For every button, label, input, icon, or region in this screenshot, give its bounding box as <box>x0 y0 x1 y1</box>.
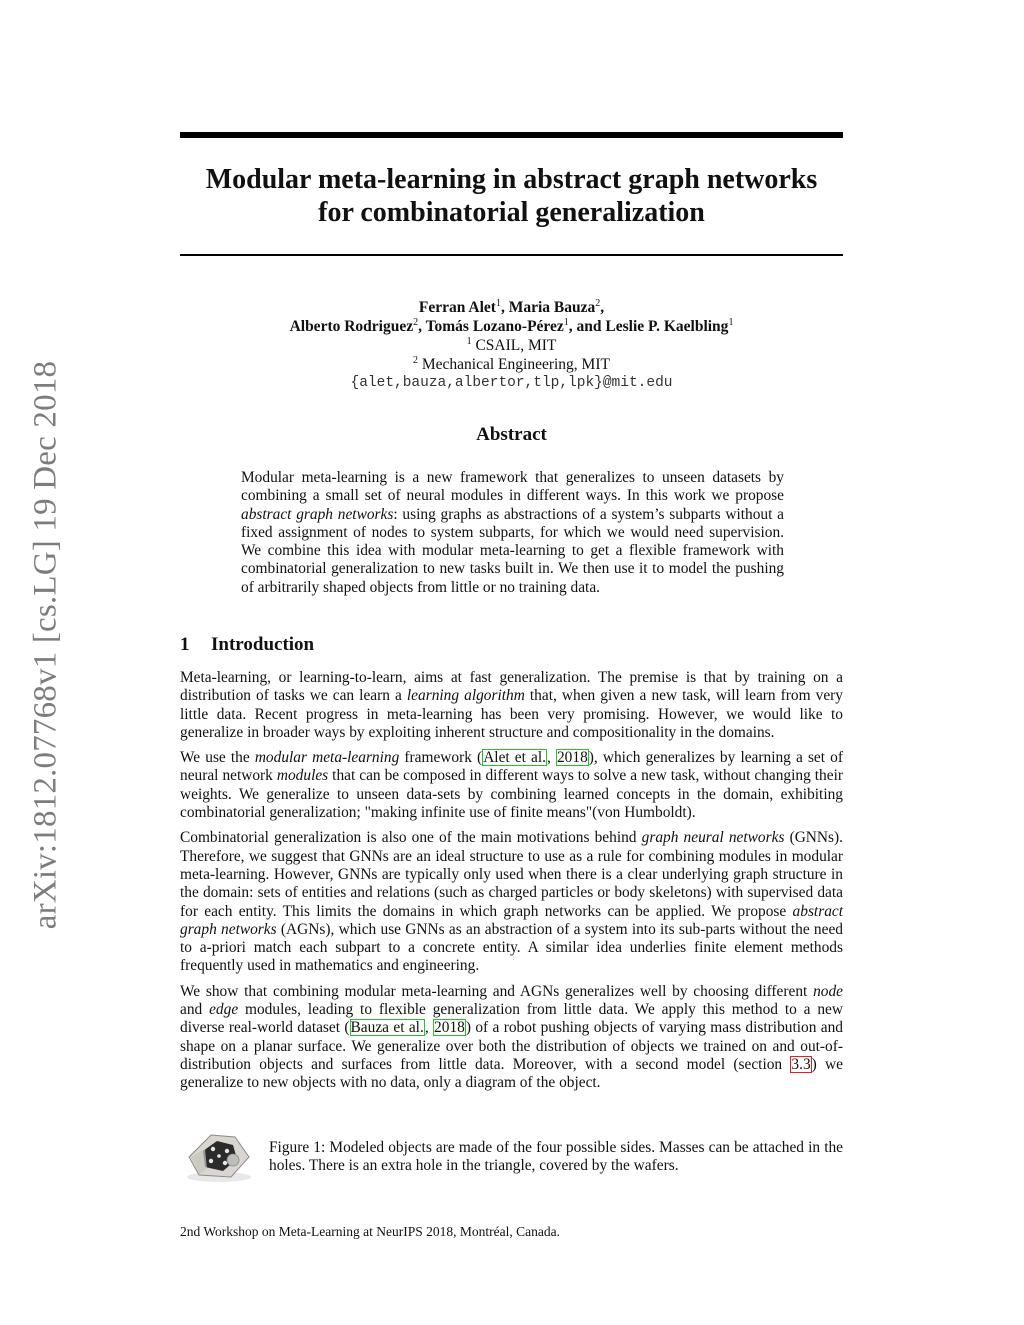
author-name: Leslie P. Kaelbling <box>605 318 729 335</box>
emphasis: edge <box>209 1001 239 1019</box>
paper-title-line-2: for combinatorial generalization <box>318 197 705 228</box>
author-conjunction: and <box>576 318 602 335</box>
section-title: Introduction <box>211 634 315 655</box>
affiliation-2 <box>180 355 843 374</box>
paragraph-2: We use the modular meta-learning framework (Alet et al., 2018), which generalizes by learning a set of neural network modules that can be composed in different ways to solve a new task, without changing their weights. We generalize to unseen data-sets by combining learned concepts in the domain, exhibiting combinatorial generalization; "making infinite use of finite means"(von Humboldt). <box>180 749 843 822</box>
author-name: Alberto Rodriguez <box>289 318 414 335</box>
affiliation-mark: 2 <box>595 298 601 309</box>
author-email: {alet,bauza,albertor,tlp,lpk}@mit.edu <box>350 375 673 391</box>
author-line-1: Ferran Alet$^1$, Maria Bauza$^2$, <box>418 298 605 316</box>
affiliation-name: CSAIL, MIT <box>475 337 557 354</box>
title-top-rule <box>180 132 843 138</box>
affiliation-mark: 2 <box>413 317 419 328</box>
emphasis: graph neural networks <box>641 829 785 847</box>
affiliation-number: 1 <box>466 336 472 347</box>
paper-title <box>180 163 843 229</box>
author-name: Tomás Lozano-Pérez <box>425 318 564 335</box>
figure-1-caption: Figure 1: Modeled objects are made of the four possible sides. Masses can be attached in the holes. There is an extra hole in the triangle, covered by the wafers. <box>269 1139 843 1175</box>
emphasis: abstract graph networks <box>241 505 394 523</box>
emphasis: modules <box>276 767 329 785</box>
author-block <box>180 298 843 393</box>
author-line-2: Alberto Rodriguez$^2$, Tomás Lozano-Pérez$^1$, and Leslie P. Kaelbling$^1$ <box>289 317 734 335</box>
emphasis: modular meta-learning <box>254 749 400 767</box>
page-footer: 2nd Workshop on Meta-Learning at NeurIPS 2018, Montréal, Canada. <box>180 1224 560 1239</box>
affiliation-mark: 1 <box>728 317 734 328</box>
section-reference-link[interactable]: 3.3 <box>791 1055 811 1073</box>
emphasis: learning algorithm <box>406 687 525 705</box>
citation-link[interactable]: Alet et al. <box>483 749 546 767</box>
affiliation-1 <box>180 336 843 355</box>
abstract-heading: Abstract <box>476 424 547 445</box>
figure-1 <box>180 1125 843 1185</box>
introduction-body <box>180 669 843 1100</box>
emphasis: node <box>813 982 843 1000</box>
emphasis: abstract graph networks <box>180 902 843 938</box>
citation-year-link[interactable]: 2018 <box>434 1019 465 1037</box>
affiliation-name: Mechanical Engineering, MIT <box>421 356 610 373</box>
paragraph-3: Combinatorial generalization is also one of the main motivations behind graph neural networks (GNNs). Therefore, we suggest that GNNs are an ideal structure to use as a rule for combining modules in modular meta-learning. However, GNNs are typically only used when there is a clear underlying graph structure in the domain: sets of entities and relations (such as charged particles or body skeletons) with supervised data for each entity. This limits the domains in which graph networks can be applied. We propose abstract graph networks (AGNs), which use GNNs as an abstraction of a system into its sub-parts without the need to a-priori match each subpart to a concrete entity. A similar idea underlies finite element methods frequently used in mathematics and engineering. <box>180 829 844 975</box>
section-number: 1 <box>180 634 190 655</box>
arxiv-identifier <box>16 348 76 943</box>
figure-1-image <box>183 1127 255 1183</box>
affiliation-mark: 1 <box>563 317 569 328</box>
paper-title-line-1: Modular meta-learning in abstract graph networks <box>205 164 818 195</box>
arxiv-identifier-text: arXiv:1812.07768v1 [cs.LG] 19 Dec 2018 <box>27 360 64 930</box>
title-bottom-rule <box>180 254 843 256</box>
paragraph-4: We show that combining modular meta-learning and AGNs generalizes well by choosing different node and edge modules, leading to flexible generalization from little data. We apply this method to a new diverse real-world dataset (Bauza et al., 2018) of a robot pushing objects of varying mass distribution and shape on a planar surface. We generalize over both the distribution of objects we trained on and out-of-distribution objects and surfaces from little data. Moreover, with a second model (section 3.3) we generalize to new objects with no data, only a diagram of the object. <box>180 982 844 1092</box>
abstract-text: Modular meta-learning is a new framework that generalizes to unseen datasets by combining a small set of neural modules in different ways. In this work we propose abstract graph networks: using graphs as abstractions of a system’s subparts without a fixed assignment of nodes to system subparts, for which we would need supervision. We combine this idea with modular meta-learning to get a flexible framework with combinatorial generalization to new tasks built in. We then use it to model the pushing of arbitrarily shaped objects from little or no training data. <box>241 469 784 596</box>
affiliation-number: 2 <box>413 355 419 366</box>
paragraph-1: Meta-learning, or learning-to-learn, aims at fast generalization. The premise is that by training on a distribution of tasks we can learn a learning algorithm that, when given a new task, will learn from very little data. Recent progress in meta-learning has been very promising. However, we would like to generalize in broader ways by exploiting inherent structure and compositionality in the domains. <box>180 669 843 741</box>
affiliation-mark: 1 <box>495 298 501 309</box>
citation-year-link[interactable]: 2018 <box>556 749 588 767</box>
section-heading <box>180 634 314 656</box>
citation-link[interactable]: Bauza et al. <box>350 1019 424 1037</box>
author-name: Maria Bauza <box>508 299 596 316</box>
author-name: Ferran Alet <box>418 299 496 316</box>
